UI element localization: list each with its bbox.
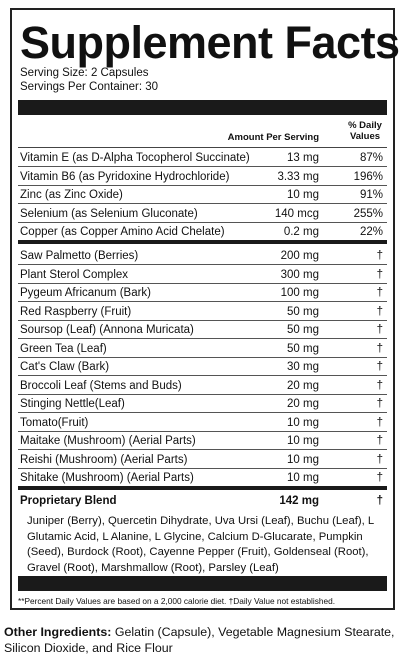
ingredient-row	[18, 451, 387, 469]
ingredient-amount: 10 mg	[287, 472, 319, 484]
ingredient-name: Stinging Nettle(Leaf)	[20, 398, 125, 410]
ingredient-amount: 100 mg	[280, 287, 319, 299]
ingredient-row	[18, 340, 387, 358]
amount-per-serving-header: Amount Per Serving	[227, 132, 319, 143]
ingredient-row	[18, 247, 387, 265]
ingredient-name: Selenium (as Selenium Gluconate)	[20, 207, 198, 220]
ingredient-row	[18, 395, 387, 413]
ingredient-amount: 200 mg	[280, 250, 319, 262]
ingredient-name: Cat's Claw (Bark)	[20, 361, 110, 373]
ingredient-name: Red Raspberry (Fruit)	[20, 305, 132, 318]
vitamin-row	[18, 149, 387, 167]
daily-values-header-line1: % Daily	[348, 120, 382, 131]
ingredient-name: Zinc (as Zinc Oxide)	[20, 189, 123, 201]
ingredient-daily-value: 87%	[359, 152, 383, 164]
ingredient-name: Vitamin E (as D-Alpha Tocopherol Succinate)	[20, 152, 250, 164]
vitamin-row	[18, 186, 387, 204]
ingredient-name: Broccoli Leaf (Stems and Buds)	[20, 379, 182, 392]
ingredient-row	[18, 358, 387, 376]
ingredient-amount: 20 mg	[287, 379, 319, 392]
ingredient-daily-value: †	[376, 287, 383, 299]
header-divider	[18, 147, 387, 148]
vitamin-row	[18, 223, 387, 241]
ingredient-daily-value: 196%	[353, 170, 383, 183]
ingredient-daily-value: 91%	[359, 189, 383, 201]
proprietary-blend-row	[18, 493, 387, 509]
ingredient-amount: 3.33 mg	[277, 170, 319, 183]
ingredient-daily-value: †	[376, 472, 383, 484]
ingredient-daily-value: †	[376, 398, 383, 410]
ingredient-daily-value: 22%	[359, 226, 383, 238]
ingredient-amount: 30 mg	[287, 361, 319, 373]
ingredient-daily-value: 255%	[353, 207, 383, 220]
daily-value-footnote: **Percent Daily Values are based on a 2,000 calorie diet. †Daily Value not established.	[18, 596, 336, 606]
ingredient-row	[18, 321, 387, 339]
ingredient-row	[18, 377, 387, 395]
ingredient-amount: 50 mg	[287, 342, 319, 355]
ingredient-name: Shitake (Mushroom) (Aerial Parts)	[20, 472, 194, 484]
ingredient-name: Tomato(Fruit)	[20, 416, 89, 429]
ingredient-name: Saw Palmetto (Berries)	[20, 250, 139, 262]
supplement-facts-panel	[10, 8, 400, 610]
ingredient-amount: 13 mg	[287, 152, 319, 164]
other-ingredients-label: Other Ingredients:	[4, 625, 112, 639]
ingredient-row	[18, 414, 387, 432]
ingredient-daily-value: †	[376, 268, 383, 281]
ingredient-row	[18, 303, 387, 321]
ingredient-daily-value: †	[376, 435, 383, 447]
ingredient-amount: 10 mg	[287, 189, 319, 201]
ingredient-amount: 10 mg	[287, 416, 319, 429]
ingredient-name: Pygeum Africanum (Bark)	[20, 287, 152, 299]
ingredient-daily-value: †	[376, 324, 383, 336]
ingredient-amount: 140 mcg	[274, 207, 319, 220]
daily-values-header	[343, 120, 387, 142]
ingredient-name: Vitamin B6 (as Pyridoxine Hydrochloride)	[20, 170, 230, 183]
blend-ingredients: Juniper (Berry), Quercetin Dihydrate, Uva Ursi (Leaf), Buchu (Leaf), L Glutamic Acid, L Alanine, L Glycine, Calcium D-Glucarate, Pumpkin (Seed), Burdock (Root), Cayenne Pepper (Fruit), Goldenseal (Root), Gravel (Root), Marshmallow (Root), Parsley (Leaf)	[27, 515, 374, 574]
ingredient-amount: 10 mg	[287, 435, 319, 447]
servings-per-container: Servings Per Container: 30	[20, 81, 159, 93]
ingredient-amount: 20 mg	[287, 398, 319, 410]
ingredient-daily-value: †	[376, 250, 383, 262]
ingredient-amount: 0.2 mg	[283, 226, 319, 238]
ingredient-name: Maitake (Mushroom) (Aerial Parts)	[20, 435, 196, 447]
other-ingredients-text: Gelatin (Capsule), Vegetable Magnesium Stearate, Silicon Dioxide, and Rice Flour	[4, 625, 395, 655]
ingredient-amount: 300 mg	[280, 268, 319, 281]
ingredient-amount: 10 mg	[287, 453, 319, 466]
ingredient-name: Copper (as Copper Amino Acid Chelate)	[20, 226, 225, 238]
blend-divider-bar	[18, 486, 387, 490]
ingredient-daily-value: †	[376, 379, 383, 392]
ingredient-row	[18, 266, 387, 284]
vitamin-row	[18, 168, 387, 186]
serving-size: Serving Size: 2 Capsules	[20, 67, 149, 79]
blend-name: Proprietary Blend	[20, 495, 117, 507]
ingredient-daily-value: †	[376, 453, 383, 466]
ingredient-daily-value: †	[376, 342, 383, 355]
ingredient-name: Soursop (Leaf) (Annona Muricata)	[20, 324, 194, 336]
bottom-divider-bar	[18, 576, 387, 591]
ingredient-amount: 50 mg	[287, 324, 319, 336]
ingredient-daily-value: †	[376, 305, 383, 318]
ingredient-row	[18, 432, 387, 450]
ingredient-daily-value: †	[376, 416, 383, 429]
panel-title: Supplement Facts	[20, 17, 400, 68]
blend-daily-value: †	[376, 495, 383, 507]
ingredient-name: Reishi (Mushroom) (Aerial Parts)	[20, 453, 188, 466]
vitamin-row	[18, 205, 387, 223]
ingredient-daily-value: †	[376, 361, 383, 373]
blend-amount: 142 mg	[279, 495, 319, 507]
vitamins-divider-bar	[18, 240, 387, 244]
daily-values-header-line2: Values	[349, 131, 381, 142]
top-divider-bar	[18, 100, 387, 115]
ingredient-amount: 50 mg	[287, 305, 319, 318]
ingredient-name: Plant Sterol Complex	[20, 268, 129, 281]
ingredient-name: Green Tea (Leaf)	[20, 342, 107, 355]
other-ingredients	[4, 625, 402, 656]
ingredient-row	[18, 284, 387, 302]
ingredient-row	[18, 469, 387, 487]
